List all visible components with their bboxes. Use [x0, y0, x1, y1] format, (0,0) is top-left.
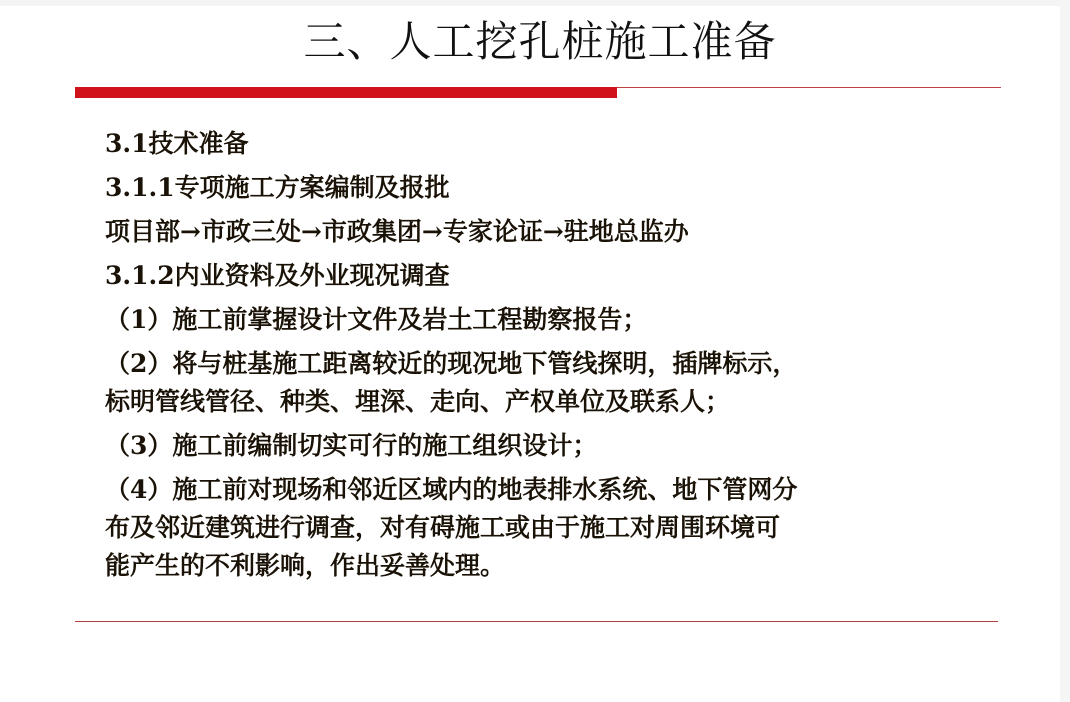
item-4-line-3: 能产生的不利影响，作出妥善处理。 [105, 551, 506, 580]
title-underline-thin [617, 87, 1001, 88]
slide-title: 三、人工挖孔桩施工准备 [303, 17, 777, 66]
item-1: （1）施工前掌握设计文件及岩土工程勘察报告； [105, 305, 648, 334]
item-4-line-2: 布及邻近建筑进行调查，对有碍施工或由于施工对周围环境可 [105, 513, 781, 542]
item-2-line-1: （2）将与桩基施工距离较近的现况地下管线探明，插牌标示， [105, 349, 798, 378]
top-strip [0, 0, 1070, 6]
slide-content [105, 122, 935, 588]
heading-3-1-2: 3.1.2内业资料及外业现况调查 [105, 261, 450, 290]
right-edge [1060, 0, 1070, 702]
item-3: （3）施工前编制切实可行的施工组织设计； [105, 431, 598, 460]
item-2 [105, 342, 935, 424]
heading-3-1-1: 3.1.1专项施工方案编制及报批 [105, 173, 450, 202]
bottom-divider [75, 621, 998, 622]
item-4-line-1: （4）施工前对现场和邻近区域内的地表排水系统、地下管网分 [105, 475, 798, 504]
item-2-line-2: 标明管线管径、种类、埋深、走向、产权单位及联系人； [105, 387, 731, 416]
item-4 [105, 468, 935, 588]
title-underline-thick [75, 87, 617, 98]
approval-flow: 项目部→市政三处→市政集团→专家论证→驻地总监办 [105, 217, 689, 246]
heading-3-1: 3.1技术准备 [105, 129, 249, 158]
